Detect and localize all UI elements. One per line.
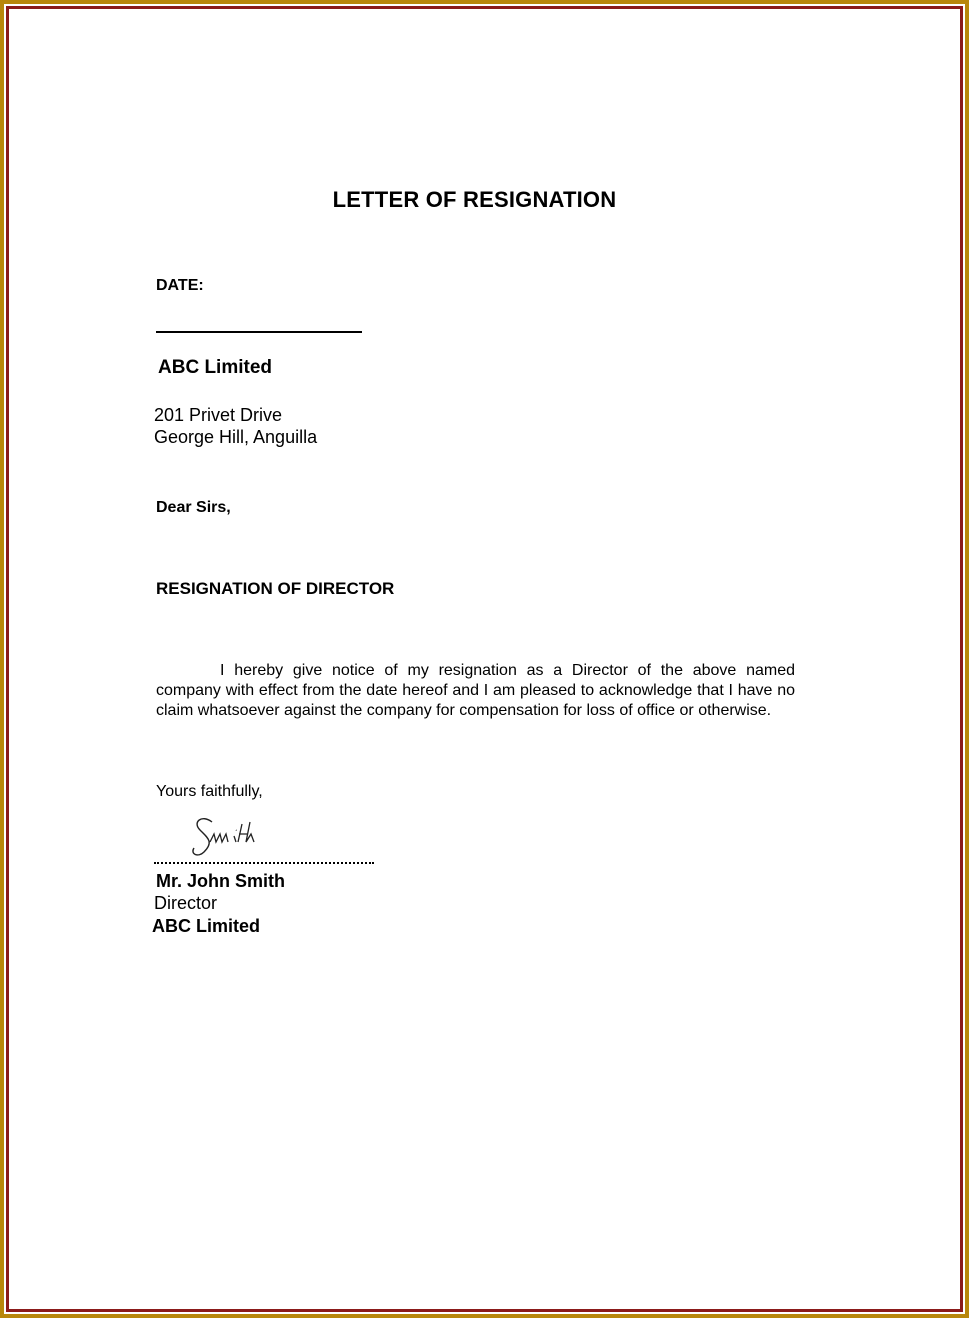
date-blank-line xyxy=(156,331,362,333)
signature-line xyxy=(154,862,374,864)
address-line-1: 201 Privet Drive xyxy=(154,405,283,425)
salutation: Dear Sirs, xyxy=(156,499,231,516)
signer-title: Director xyxy=(154,893,218,913)
signer-company: ABC Limited xyxy=(152,916,260,936)
date-label: DATE: xyxy=(156,277,204,294)
letter-body: I hereby give notice of my resignation as a Director of the above named company with effect from the date hereof and I am pleased to acknowledge that I have no claim whatsoever against the company for compensation for loss of office or otherwise. xyxy=(156,662,795,719)
recipient-address xyxy=(154,404,317,448)
handwritten-signature xyxy=(190,812,290,862)
recipient-company: ABC Limited xyxy=(158,357,272,378)
address-line-2: George Hill, Anguilla xyxy=(154,427,318,447)
signer-name: Mr. John Smith xyxy=(156,871,286,891)
closing: Yours faithfully, xyxy=(156,783,263,800)
letter-title: LETTER OF RESIGNATION xyxy=(332,187,617,212)
subject-line: RESIGNATION OF DIRECTOR xyxy=(156,579,395,598)
